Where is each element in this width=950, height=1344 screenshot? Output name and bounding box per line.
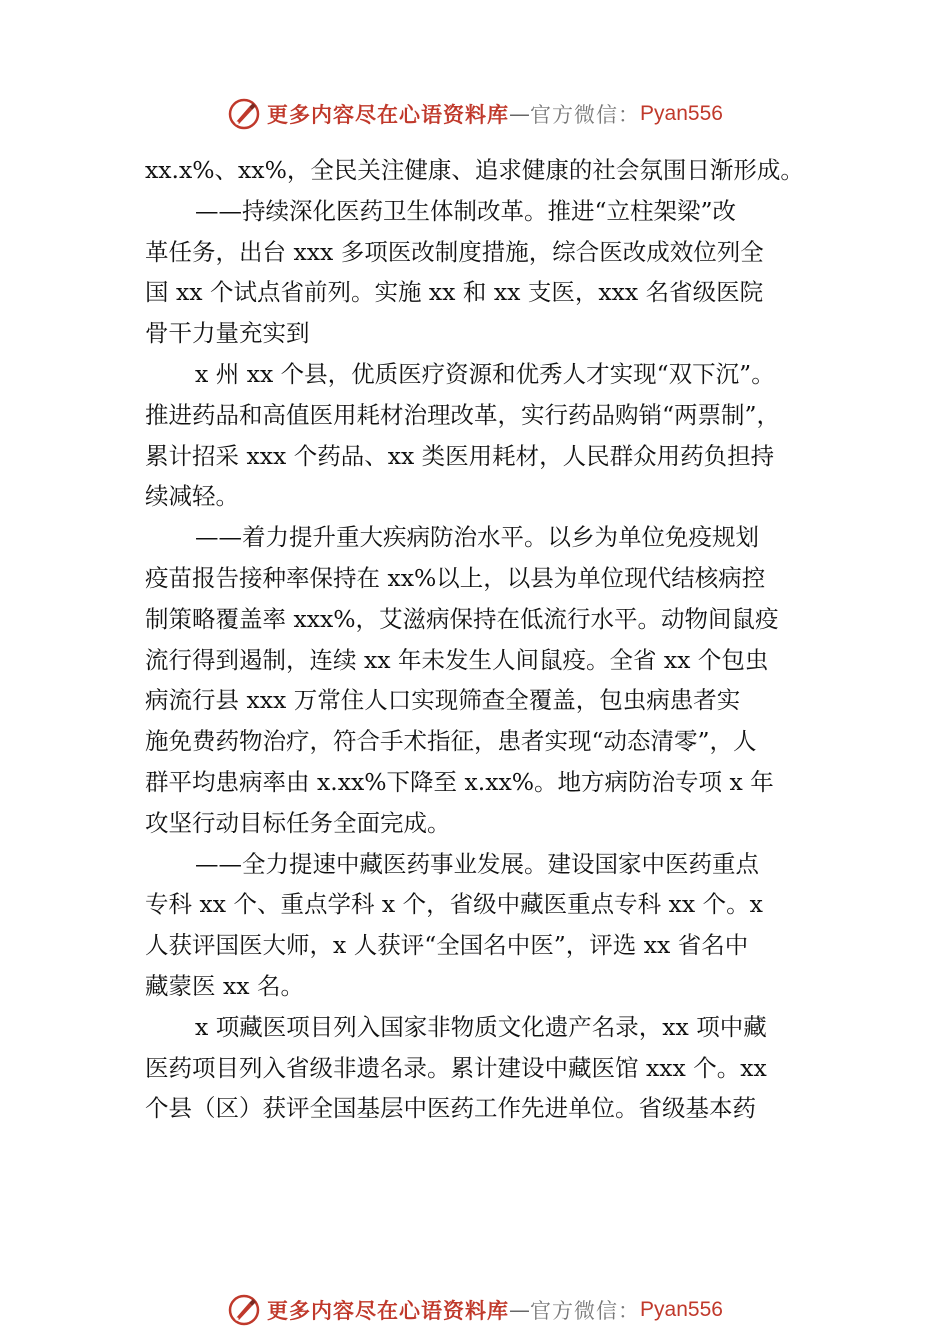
body-line: 推进药品和高值医用耗材治理改革，实行药品购销“两票制”， <box>145 400 781 429</box>
header-contact-id: Pyan556 <box>640 102 723 125</box>
header-contact-label: 官方微信： <box>530 103 641 127</box>
footer-banner <box>0 1290 950 1330</box>
body-line: 革任务，出台 xxx 多项医改制度措施，综合医改成效位列全 <box>145 237 764 266</box>
body-line: 施免费药物治疗，符合手术指征，患者实现“动态清零”，人 <box>145 727 757 756</box>
body-line: 人获评国医大师，x 人获评“全国名中医”，评选 xx 省名中 <box>145 931 749 960</box>
header-brand-text: 更多内容尽在心语资料库 <box>267 103 510 127</box>
body-line: ——全力提速中藏医药事业发展。建设国家中医药重点 <box>195 849 759 878</box>
body-line: 专科 xx 个、重点学科 x 个，省级中藏医重点专科 xx 个。x <box>145 890 763 919</box>
body-line: 疫苗报告接种率保持在 xx%以上，以县为单位现代结核病控 <box>145 563 766 592</box>
pen-logo-icon <box>227 97 261 131</box>
body-line: 累计招采 xxx 个药品、xx 类医用耗材，人民群众用药负担持 <box>145 441 775 470</box>
footer-brand-text: 更多内容尽在心语资料库 <box>267 1299 510 1323</box>
body-line: 续减轻。 <box>145 482 239 511</box>
body-line: 群平均患病率由 x.xx%下降至 x.xx%。地方病防治专项 x 年 <box>145 767 774 796</box>
header-banner <box>0 94 950 134</box>
document-body <box>145 150 807 1129</box>
body-line: 医药项目列入省级非遗名录。累计建设中藏医馆 xxx 个。xx <box>145 1053 767 1082</box>
body-line: 骨干力量充实到 <box>145 319 310 348</box>
body-line: 个县（区）获评全国基层中医药工作先进单位。省级基本药 <box>145 1094 756 1123</box>
body-line: 制策略覆盖率 xxx%，艾滋病保持在低流行水平。动物间鼠疫 <box>145 604 779 633</box>
footer-contact-label: 官方微信： <box>530 1299 641 1323</box>
footer-separator: — <box>509 1298 531 1322</box>
body-line: 流行得到遏制，连续 xx 年未发生人间鼠疫。全省 xx 个包虫 <box>145 645 769 674</box>
body-line: 国 xx 个试点省前列。实施 xx 和 xx 支医，xxx 名省级医院 <box>145 278 764 307</box>
body-line: ——着力提升重大疾病防治水平。以乡为单位免疫规划 <box>195 523 759 552</box>
body-line: ——持续深化医药卫生体制改革。推进“立柱架梁”改 <box>195 196 737 225</box>
body-line: 攻坚行动目标任务全面完成。 <box>145 808 451 837</box>
footer-contact-id: Pyan556 <box>640 1298 723 1321</box>
pen-logo-icon <box>227 1293 261 1327</box>
body-line: 病流行县 xxx 万常住人口实现筛查全覆盖，包虫病患者实 <box>145 686 741 715</box>
body-line: xx.x%、xx%，全民关注健康、追求健康的社会氛围日渐形成。 <box>145 156 804 184</box>
body-line: x 项藏医项目列入国家非物质文化遗产名录，xx 项中藏 <box>195 1012 767 1041</box>
header-separator: — <box>509 102 531 126</box>
body-line: 藏蒙医 xx 名。 <box>145 971 304 1000</box>
body-line: x 州 xx 个县，优质医疗资源和优秀人才实现“双下沉”。 <box>195 359 775 388</box>
